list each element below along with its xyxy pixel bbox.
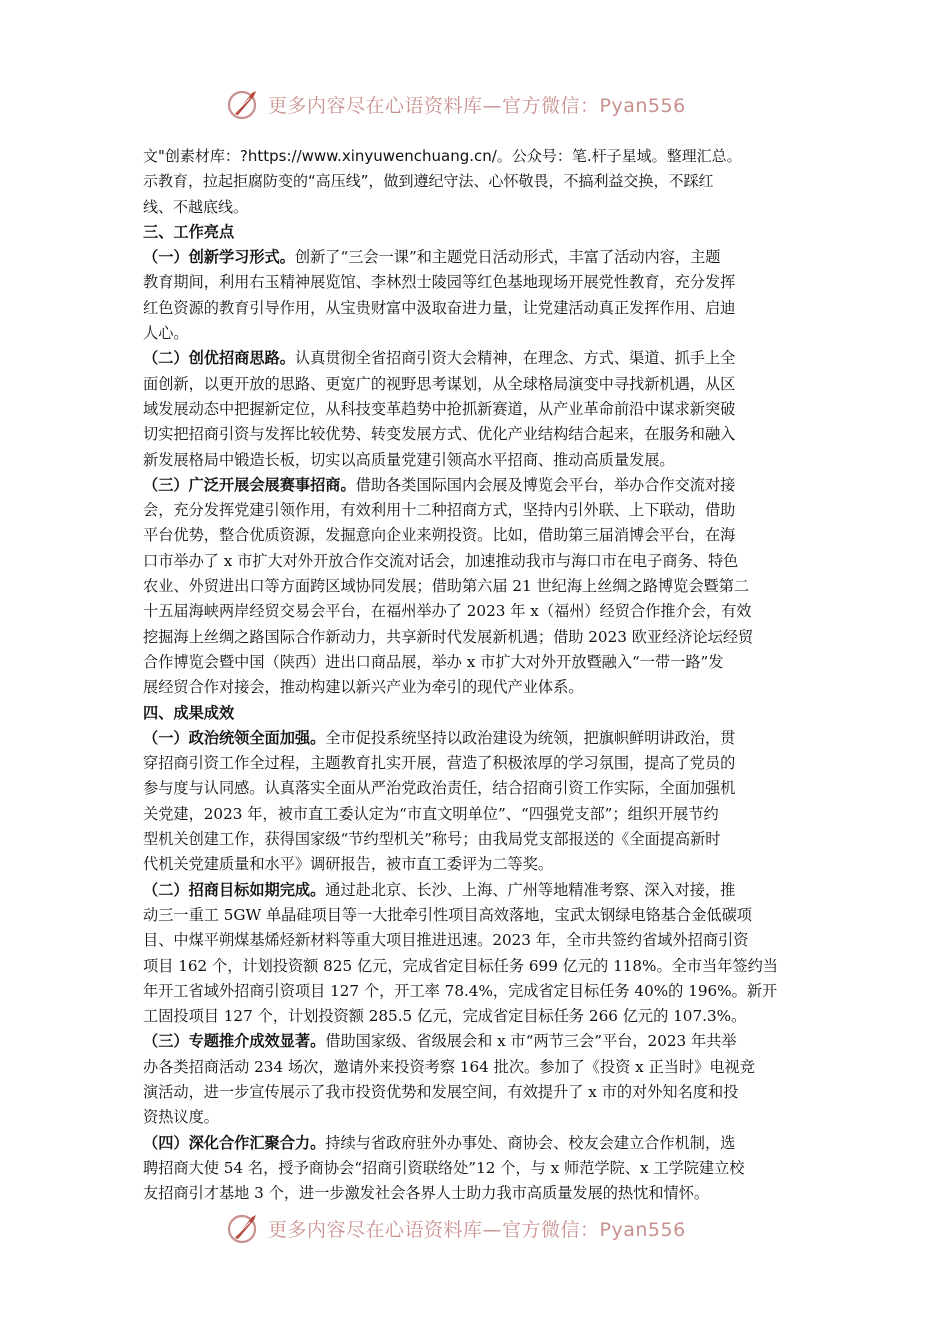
text-line xyxy=(143,1029,809,1054)
text-line xyxy=(143,1131,809,1156)
text-line xyxy=(143,574,809,599)
text-line xyxy=(143,675,809,700)
line-text: 平台优势，整合优质资源，发掘意向企业来朔投资。比如，借助第三届消博会平台，在海 xyxy=(143,526,736,545)
line-text: 线、不越底线。 xyxy=(143,197,249,216)
text-line xyxy=(143,195,809,220)
banner-text: 更多内容尽在心语资料库—官方微信：Pyan556 xyxy=(268,94,686,117)
text-line xyxy=(143,852,809,877)
line-text: 会，充分发挥党建引领作用，有效利用十二种招商方式，坚持内引外联、上下联动，借助 xyxy=(143,501,736,520)
text-line xyxy=(143,954,809,979)
line-text: 代机关党建质量和水平》调研报告，被市直工委评为二等奖。 xyxy=(143,855,554,874)
line-text: 新发展格局中锻造长板，切实以高质量党建引领高水平招商、推动高质量发展。 xyxy=(143,450,675,469)
line-text: 挖掘海上丝绸之路国际合作新动力，共享新时代发展新机遇；借助 2023 欧亚经济论坛经贸 xyxy=(143,627,754,646)
line-text: 持续与省政府驻外办事处、商协会、校友会建立合作机制，选 xyxy=(325,1133,736,1152)
line-text: 示教育，拉起拒腐防变的“高压线”，做到遵纪守法、心怀敬畏，不搞利益交换，不踩红 xyxy=(143,172,714,191)
text-line xyxy=(143,397,809,422)
line-text: 年开工省域外招商引资项目 127 个，开工率 78.4%，完成省定目标任务 40%的 196%。新开 xyxy=(143,981,778,1000)
text-line xyxy=(143,827,809,852)
line-text: 认真贯彻全省招商引资大会精神，在理念、方式、渠道、抓手上全 xyxy=(294,349,736,368)
paragraph-lead: （三）专题推介成效显著。 xyxy=(143,1032,326,1051)
text-line xyxy=(143,270,809,295)
text-line xyxy=(143,523,809,548)
line-text: 演活动，进一步宣传展示了我市投资优势和发展空间，有效提升了 x 市的对外知名度和投 xyxy=(143,1082,739,1101)
footer-banner xyxy=(226,1208,686,1248)
text-line xyxy=(143,448,809,473)
line-text: 教育期间，利用右玉精神展览馆、李林烈士陵园等红色基地现场开展党性教育，充分发挥 xyxy=(143,273,736,292)
line-text: 项目 162 个，计划投资额 825 亿元，完成省定目标任务 699 亿元的 118%。全市当年签约当 xyxy=(143,956,778,975)
line-text: 借助国家级、省级展会和 x 市“两节三会”平台，2023 年共举 xyxy=(325,1032,737,1051)
text-line xyxy=(143,549,809,574)
line-text: 面创新，以更开放的思路、更宽广的视野思考谋划，从全球格局演变中寻找新机遇，从区 xyxy=(143,374,736,393)
text-line xyxy=(143,473,809,498)
document-body xyxy=(143,144,809,1206)
line-text: 口市举办了 x 市扩大对外开放合作交流对话会，加速推动我市与海口市在电子商务、特色 xyxy=(143,551,739,570)
text-line xyxy=(143,650,809,675)
text-line xyxy=(143,346,809,371)
paragraph-lead: （三）广泛开展会展赛事招商。 xyxy=(143,475,356,494)
text-line xyxy=(143,1055,809,1080)
paragraph-lead: （二）招商目标如期完成。 xyxy=(143,880,326,899)
text-line xyxy=(143,903,809,928)
text-line xyxy=(143,144,809,169)
line-text: 参与度与认同感。认真落实全面从严治党政治责任，结合招商引资工作实际，全面加强机 xyxy=(143,779,736,798)
text-line xyxy=(143,726,809,751)
line-text: 工固投项目 127 个，计划投资额 285.5 亿元，完成省定目标任务 266 亿元的 107.3%。 xyxy=(143,1007,747,1026)
line-text: 借助各类国际国内会展及博览会平台，举办合作交流对接 xyxy=(355,475,736,494)
line-text: 人心。 xyxy=(143,324,189,343)
paragraph-lead: （一）创新学习形式。 xyxy=(143,248,295,267)
text-line xyxy=(143,1156,809,1181)
line-text: 目、中煤平朔煤基烯烃新材料等重大项目推进迅速。2023 年，全市共签约省域外招商引资 xyxy=(143,931,749,950)
section-heading xyxy=(143,701,809,726)
header-banner xyxy=(226,84,686,124)
heading-text: 三、工作亮点 xyxy=(143,222,235,241)
banner-text: 更多内容尽在心语资料库—官方微信：Pyan556 xyxy=(268,1218,686,1241)
line-text: 穿招商引资工作全过程，主题教育扎实开展，营造了积极浓厚的学习氛围，提高了党员的 xyxy=(143,754,736,773)
text-line xyxy=(143,296,809,321)
text-line xyxy=(143,245,809,270)
quill-pen-logo-icon xyxy=(226,1210,262,1246)
text-line xyxy=(143,1181,809,1206)
paragraph-lead: （二）创优招商思路。 xyxy=(143,349,295,368)
text-line xyxy=(143,928,809,953)
paragraph-lead: （一）政治统领全面加强。 xyxy=(143,728,326,747)
line-text: 十五届海峡两岸经贸交易会平台，在福州举办了 2023 年 x（福州）经贸合作推介会，有效 xyxy=(143,602,752,621)
line-text: 红色资源的教育引导作用，从宝贵财富中汲取奋进力量，让党建活动真正发挥作用、启迪 xyxy=(143,298,736,317)
line-text: 创新了“三会一课”和主题党日活动形式，丰富了活动内容，主题 xyxy=(294,248,721,267)
text-line xyxy=(143,498,809,523)
line-text: 展经贸合作对接会，推动构建以新兴产业为牵引的现代产业体系。 xyxy=(143,678,584,697)
text-line xyxy=(143,1080,809,1105)
line-text: 办各类招商活动 234 场次，邀请外来投资考察 164 批次。参加了《投资 x 正当时》电视竞 xyxy=(143,1057,755,1076)
line-text: 域发展动态中把握新定位，从科技变革趋势中抢抓新赛道，从产业革命前沿中谋求新突破 xyxy=(143,399,736,418)
text-line xyxy=(143,1004,809,1029)
line-text: 资热议度。 xyxy=(143,1108,219,1127)
text-line xyxy=(143,802,809,827)
line-text: 聘招商大使 54 名，授予商协会“招商引资联络处”12 个，与 x 师范学院、x 工学院建立校 xyxy=(143,1158,745,1177)
text-line xyxy=(143,878,809,903)
line-text: 友招商引才基地 3 个，进一步激发社会各界人士助力我市高质量发展的热忱和情怀。 xyxy=(143,1184,710,1203)
text-line xyxy=(143,1105,809,1130)
text-line xyxy=(143,321,809,346)
text-line xyxy=(143,169,809,194)
heading-text: 四、成果成效 xyxy=(143,703,235,722)
quill-pen-logo-icon xyxy=(226,86,262,122)
text-line xyxy=(143,599,809,624)
text-line xyxy=(143,751,809,776)
line-text: 切实把招商引资与发挥比较优势、转变发展方式、优化产业结构结合起来，在服务和融入 xyxy=(143,425,736,444)
section-heading xyxy=(143,220,809,245)
text-line xyxy=(143,372,809,397)
line-text: 合作博览会暨中国（陕西）进出口商品展，举办 x 市扩大对外开放暨融入“一带一路”发 xyxy=(143,652,724,671)
text-line xyxy=(143,625,809,650)
line-text: 关党建，2023 年，被市直工委认定为“市直文明单位”、“四强党支部”；组织开展节约 xyxy=(143,804,719,823)
line-text: 全市促投系统坚持以政治建设为统领，把旗帜鲜明讲政治，贯 xyxy=(325,728,736,747)
line-text: 型机关创建工作，获得国家级“节约型机关”称号；由我局党支部报送的《全面提高新时 xyxy=(143,830,721,849)
text-line xyxy=(143,979,809,1004)
paragraph-lead: （四）深化合作汇聚合力。 xyxy=(143,1133,326,1152)
text-line xyxy=(143,776,809,801)
line-text: 农业、外贸进出口等方面跨区域协同发展；借助第六届 21 世纪海上丝绸之路博览会暨第二 xyxy=(143,577,750,596)
line-text: 动三一重工 5GW 单晶硅项目等一大批牵引性项目高效落地，宝武太钢绿电铬基合金低碳项 xyxy=(143,905,752,924)
line-text: 文"创素材库：?https://www.xinyuwenchuang.cn/。公众号：笔.杆子星域。整理汇总。 xyxy=(143,147,742,165)
text-line xyxy=(143,422,809,447)
line-text: 通过赴北京、长沙、上海、广州等地精准考察、深入对接，推 xyxy=(325,880,736,899)
